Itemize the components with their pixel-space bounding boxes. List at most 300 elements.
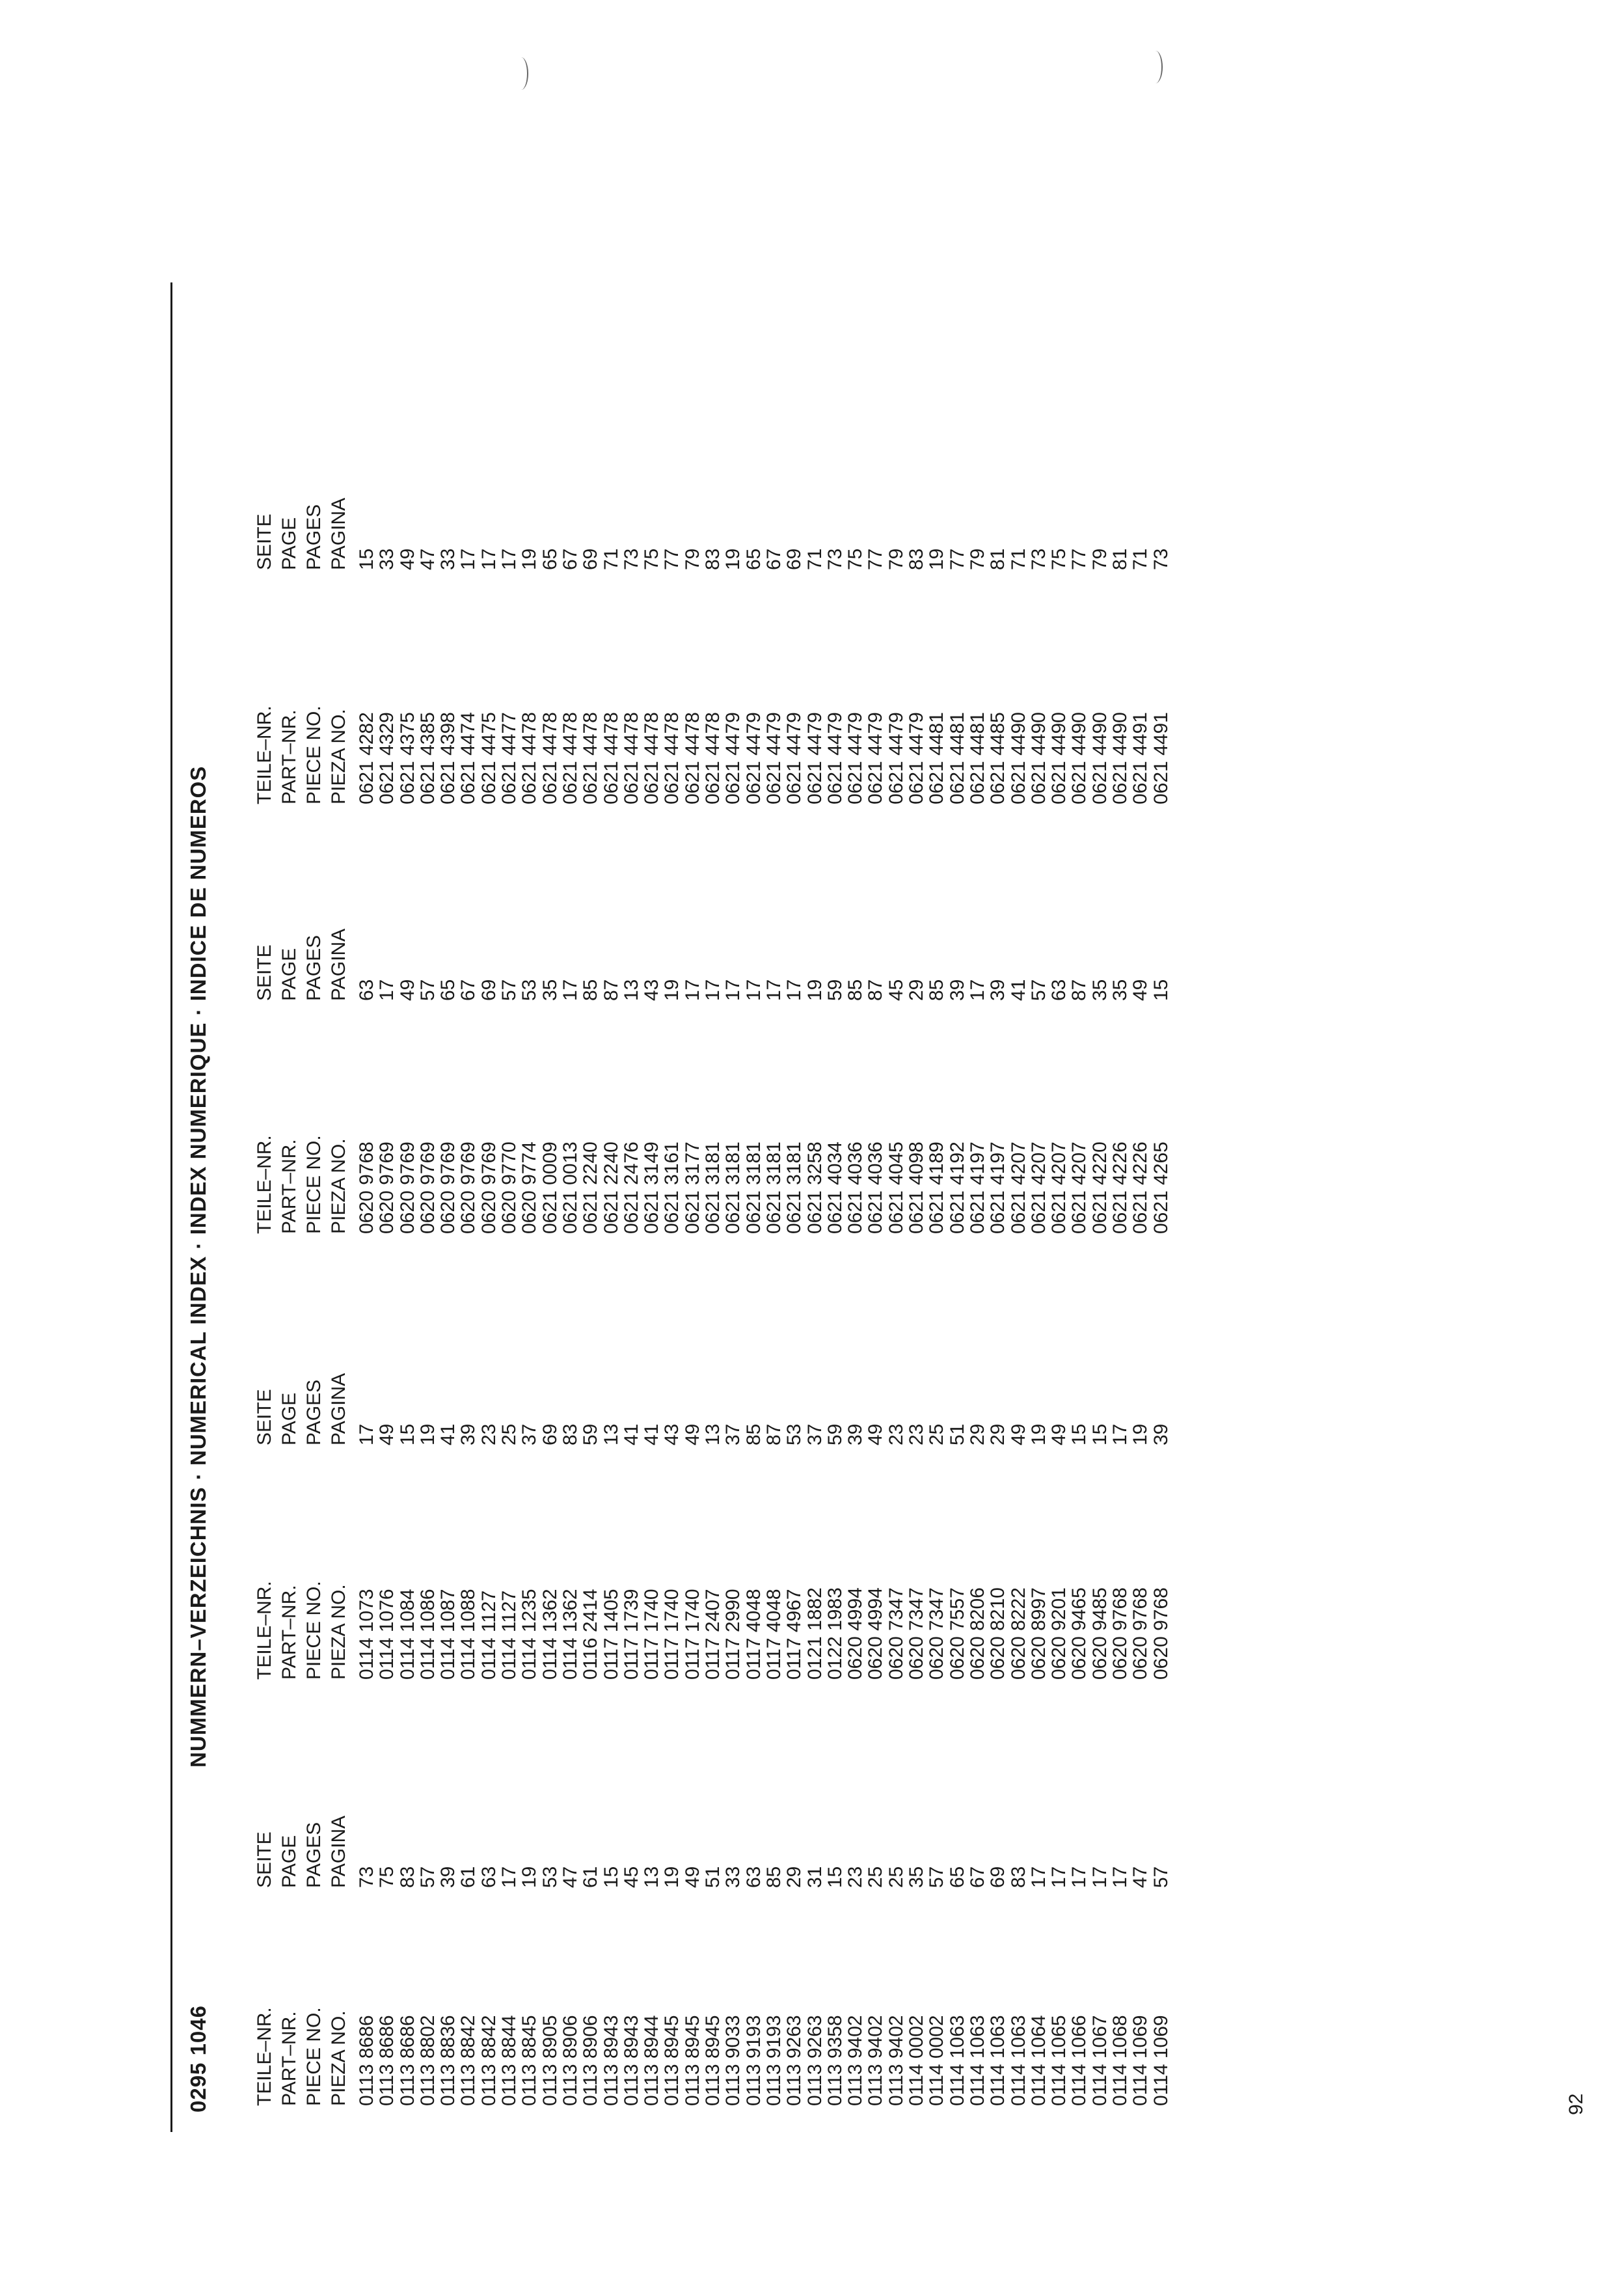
page-number-cell: 71 <box>1007 548 1029 570</box>
part-number-cell: 0114 1127 <box>478 1590 500 1680</box>
page-number-cell: 39 <box>987 979 1009 1001</box>
page-number-cell: 79 <box>885 548 907 570</box>
page-number-cell: 57 <box>416 979 439 1001</box>
part-number-cell: 0113 9402 <box>865 2015 887 2106</box>
part-number-cell: 0113 8906 <box>580 2015 602 2106</box>
part-number-cell: 0621 4490 <box>1007 712 1029 804</box>
page-number-cell: 13 <box>600 1423 622 1445</box>
page-number-cell: 17 <box>559 979 581 1001</box>
column-rows <box>357 498 1171 570</box>
part-number-cell: 0621 4034 <box>824 1142 846 1234</box>
page-number-cell: 45 <box>620 1866 642 1888</box>
part-number-column <box>252 2007 1171 2106</box>
part-number-cell: 0621 4207 <box>1048 1142 1070 1234</box>
part-number-cell: 0621 4478 <box>702 712 724 804</box>
part-number-cell: 0620 8997 <box>1027 1587 1049 1680</box>
part-number-cell: 0621 4478 <box>661 712 683 804</box>
page-number-cell: 15 <box>1068 1423 1090 1445</box>
part-number-cell: 0621 4226 <box>1109 1142 1131 1234</box>
page-number-cell: 43 <box>641 979 663 1001</box>
page-number-cell: 23 <box>906 1423 928 1445</box>
part-number-cell: 0621 4477 <box>498 712 521 804</box>
part-number-cell: 0620 8206 <box>966 1587 988 1680</box>
part-number-cell: 0113 8944 <box>641 2015 663 2106</box>
document-number: 0295 1046 <box>186 2005 210 2112</box>
part-number-cell: 0113 8686 <box>376 2015 398 2106</box>
page-number-cell: 57 <box>416 1866 439 1888</box>
page-number-cell: 85 <box>742 1423 765 1445</box>
part-number-cell: 0621 3181 <box>783 1142 805 1234</box>
part-number-cell: 0621 4479 <box>763 712 785 804</box>
part-number-cell: 0621 4478 <box>681 712 703 804</box>
part-number-cell: 0113 8943 <box>600 2015 622 2106</box>
part-number-cell: 0114 1063 <box>946 2015 968 2106</box>
page-number-cell: 47 <box>559 1866 581 1888</box>
part-number-cell: 0621 4475 <box>478 712 500 804</box>
part-number-cell: 0620 7347 <box>906 1587 928 1680</box>
part-number-cell: 0117 1740 <box>641 1589 663 1680</box>
page-number-cell: 19 <box>804 979 826 1001</box>
part-number-cell: 0621 3181 <box>702 1142 724 1234</box>
part-number-cell: 0114 1063 <box>987 2015 1009 2106</box>
page-number-cell: 17 <box>478 548 500 570</box>
page-number-cell: 13 <box>620 979 642 1001</box>
page-number-cell: 19 <box>416 1423 439 1445</box>
page-number-cell: 57 <box>926 1866 948 1888</box>
part-number-cell: 0620 8210 <box>987 1587 1009 1680</box>
page-number-cell: 25 <box>865 1866 887 1888</box>
part-number-cell: 0114 1069 <box>1130 2015 1152 2106</box>
part-number-cell: 0621 4207 <box>1027 1142 1049 1234</box>
part-number-cell: 0621 4481 <box>926 712 948 804</box>
part-number-cell: 0114 1084 <box>396 1589 418 1680</box>
page-number-cell: 23 <box>478 1423 500 1445</box>
page-number-column <box>252 498 1171 570</box>
page-number-cell: 59 <box>824 979 846 1001</box>
part-number-cell: 0621 4207 <box>1068 1142 1090 1234</box>
part-number-cell: 0117 4967 <box>783 1589 805 1680</box>
part-number-cell: 0621 4490 <box>1068 712 1090 804</box>
part-number-cell: 0621 4481 <box>966 712 988 804</box>
column-header: TEILE–NR. PART–NR. PIECE NO. PIEZA NO. <box>254 1135 349 1234</box>
part-number-cell: 0621 4479 <box>722 712 744 804</box>
part-number-cell: 0116 2414 <box>580 1589 602 1680</box>
part-number-cell: 0113 8945 <box>702 2015 724 2106</box>
part-number-cell: 0117 2990 <box>722 1589 744 1680</box>
part-number-cell: 0621 3181 <box>742 1142 765 1234</box>
page-number-cell: 17 <box>742 979 765 1001</box>
page-number-cell: 69 <box>478 979 500 1001</box>
part-number-cell: 0113 8845 <box>519 2015 541 2106</box>
part-number-cell: 0621 3177 <box>681 1142 703 1234</box>
page-number-cell: 53 <box>783 1423 805 1445</box>
page-number-cell: 17 <box>498 1866 521 1888</box>
page-number-cell: 53 <box>539 1866 561 1888</box>
part-number-cell: 0620 9768 <box>1150 1587 1172 1680</box>
column-header: SEITE PAGE PAGES PAGINA <box>254 1815 349 1888</box>
page-number-cell: 15 <box>396 1423 418 1445</box>
page-number-cell: 17 <box>1109 1866 1131 1888</box>
page-number-cell: 35 <box>1109 979 1131 1001</box>
page-number-cell: 51 <box>702 1866 724 1888</box>
part-number-cell: 0621 0013 <box>559 1142 581 1234</box>
page-number-cell: 77 <box>946 548 968 570</box>
page-number-cell: 17 <box>966 979 988 1001</box>
column-header: SEITE PAGE PAGES PAGINA <box>254 928 349 1001</box>
page-number-cell: 87 <box>865 979 887 1001</box>
part-number-cell: 0113 8905 <box>539 2015 561 2106</box>
part-number-cell: 0114 1069 <box>1150 2015 1172 2106</box>
part-number-cell: 0620 8222 <box>1007 1587 1029 1680</box>
part-number-cell: 0117 1739 <box>620 1589 642 1680</box>
part-number-cell: 0621 4220 <box>1089 1142 1111 1234</box>
page-number-cell: 87 <box>600 979 622 1001</box>
page-number-cell: 41 <box>620 1423 642 1445</box>
page-number-cell: 57 <box>1150 1866 1172 1888</box>
part-number-cell: 0621 4192 <box>946 1142 968 1234</box>
part-number-cell: 0621 3161 <box>661 1142 683 1234</box>
page-number-cell: 67 <box>559 548 581 570</box>
part-number-cell: 0114 1073 <box>356 1589 377 1680</box>
page-number-cell: 69 <box>783 548 805 570</box>
page-number-cell: 81 <box>1109 548 1131 570</box>
page-number-cell: 17 <box>498 548 521 570</box>
page-number-cell: 67 <box>763 548 785 570</box>
part-number-cell: 0113 9263 <box>804 2015 826 2106</box>
part-number-cell: 0113 8842 <box>457 2015 480 2106</box>
page-number-cell: 79 <box>1089 548 1111 570</box>
page-number-cell: 35 <box>539 979 561 1001</box>
page-title: NUMMERN–VERZEICHNIS · NUMERICAL INDEX · INDEX NUMERIQUE · INDICE DE NUMEROS <box>186 765 210 1768</box>
page-number-cell: 65 <box>946 1866 968 1888</box>
page-number-cell: 83 <box>1007 1866 1029 1888</box>
page-number-cell: 17 <box>702 979 724 1001</box>
part-number-cell: 0621 4479 <box>742 712 765 804</box>
part-number-cell: 0621 4207 <box>1007 1142 1029 1234</box>
page-number-cell: 49 <box>1007 1423 1029 1445</box>
part-number-cell: 0621 0009 <box>539 1142 561 1234</box>
page-number-cell: 51 <box>946 1423 968 1445</box>
page-number-cell: 39 <box>437 1866 459 1888</box>
page-number-cell: 13 <box>702 1423 724 1445</box>
page-number-cell: 17 <box>783 979 805 1001</box>
page-number-cell: 85 <box>845 979 867 1001</box>
page-number-cell: 31 <box>804 1866 826 1888</box>
column-header: TEILE–NR. PART–NR. PIECE NO. PIEZA NO. <box>254 1581 349 1680</box>
page-number-cell: 33 <box>376 548 398 570</box>
column-rows <box>357 1816 1171 1888</box>
page-number-cell: 53 <box>519 979 541 1001</box>
part-number-cell: 0114 0002 <box>906 2015 928 2106</box>
page-number-cell: 29 <box>783 1866 805 1888</box>
page-number-cell: 87 <box>763 1423 785 1445</box>
page-number-cell: 29 <box>987 1423 1009 1445</box>
part-number-cell: 0621 4045 <box>885 1142 907 1234</box>
part-number-cell: 0117 1405 <box>600 1589 622 1680</box>
page-number-column <box>252 1816 1171 1888</box>
part-number-cell: 0113 9358 <box>824 2015 846 2106</box>
part-number-cell: 0114 0002 <box>926 2015 948 2106</box>
part-number-cell: 0113 8844 <box>498 2015 521 2106</box>
page-number-column <box>252 929 1171 1001</box>
part-number-cell: 0113 9402 <box>885 2015 907 2106</box>
part-number-cell: 0620 7557 <box>946 1587 968 1680</box>
part-number-cell: 0621 4385 <box>416 712 439 804</box>
page-number-cell: 35 <box>1089 979 1111 1001</box>
page-number-cell: 41 <box>1007 979 1029 1001</box>
part-number-cell: 0621 4478 <box>580 712 602 804</box>
page-number-cell: 85 <box>926 979 948 1001</box>
column-header: SEITE PAGE PAGES PAGINA <box>254 497 349 570</box>
part-number-cell: 0114 1066 <box>1068 2015 1090 2106</box>
part-number-cell: 0113 8945 <box>661 2015 683 2106</box>
page-number-cell: 29 <box>906 979 928 1001</box>
part-number-cell: 0113 8943 <box>620 2015 642 2106</box>
page-number-cell: 19 <box>519 548 541 570</box>
page-number-cell: 49 <box>865 1423 887 1445</box>
page-number-cell: 19 <box>1130 1423 1152 1445</box>
page-number-cell: 15 <box>1150 979 1172 1001</box>
part-number-cell: 0621 4479 <box>906 712 928 804</box>
page-number-cell: 17 <box>1027 1866 1049 1888</box>
page-number-cell: 17 <box>1089 1866 1111 1888</box>
page-number-cell: 37 <box>519 1423 541 1445</box>
page-number-cell: 37 <box>722 1423 744 1445</box>
page-number-cell: 69 <box>987 1866 1009 1888</box>
part-number-cell: 0114 1362 <box>539 1589 561 1680</box>
page-number-cell: 49 <box>376 1423 398 1445</box>
page-number-cell: 17 <box>457 548 480 570</box>
page-number-cell: 23 <box>845 1866 867 1888</box>
part-number-cell: 0113 9033 <box>722 2015 744 2106</box>
part-number-cell: 0620 4994 <box>845 1587 867 1680</box>
part-number-cell: 0621 4490 <box>1109 712 1131 804</box>
part-number-cell: 0113 9193 <box>763 2015 785 2106</box>
page-number-cell: 71 <box>804 548 826 570</box>
page-number-cell: 65 <box>437 979 459 1001</box>
part-number-cell: 0621 4197 <box>987 1142 1009 1234</box>
part-number-cell: 0621 4098 <box>906 1142 928 1234</box>
part-number-cell: 0621 4479 <box>845 712 867 804</box>
page-number-cell: 41 <box>437 1423 459 1445</box>
part-number-cell: 0620 9201 <box>1048 1587 1070 1680</box>
index-page <box>161 282 1567 2132</box>
page-number-cell: 57 <box>498 979 521 1001</box>
page-number-cell: 77 <box>865 548 887 570</box>
part-number-cell: 0621 4479 <box>783 712 805 804</box>
part-number-cell: 0114 1067 <box>1089 2015 1111 2106</box>
part-number-cell: 0621 4474 <box>457 712 480 804</box>
part-number-cell: 0621 3149 <box>641 1142 663 1234</box>
page-number-cell: 63 <box>478 1866 500 1888</box>
part-number-cell: 0621 4036 <box>845 1142 867 1234</box>
page-number-cell: 17 <box>681 979 703 1001</box>
page-number-cell: 75 <box>641 548 663 570</box>
page-number-cell: 79 <box>681 548 703 570</box>
page-number-cell: 19 <box>519 1866 541 1888</box>
part-number-cell: 0621 4478 <box>519 712 541 804</box>
part-number-cell: 0117 1740 <box>661 1589 683 1680</box>
page-number-cell: 49 <box>1130 979 1152 1001</box>
page-number-cell: 25 <box>498 1423 521 1445</box>
column-rows <box>357 1373 1171 1445</box>
part-number-cell: 0620 7347 <box>926 1587 948 1680</box>
part-number-cell: 0620 9769 <box>376 1142 398 1234</box>
page-number-cell: 57 <box>1027 979 1049 1001</box>
part-number-cell: 0620 9768 <box>356 1142 377 1234</box>
page-number-cell: 85 <box>763 1866 785 1888</box>
page-number-cell: 41 <box>641 1423 663 1445</box>
part-number-column <box>252 1581 1171 1680</box>
page-number-cell: 17 <box>722 979 744 1001</box>
column-rows <box>357 2007 1171 2106</box>
page-number-cell: 49 <box>1048 1423 1070 1445</box>
part-number-cell: 0620 7347 <box>885 1587 907 1680</box>
page-number-cell: 19 <box>661 979 683 1001</box>
part-number-cell: 0620 9770 <box>498 1142 521 1234</box>
page-number-cell: 63 <box>1048 979 1070 1001</box>
page-number-cell: 75 <box>376 1866 398 1888</box>
scan-mark <box>514 57 528 90</box>
part-number-cell: 0114 1063 <box>966 2015 988 2106</box>
part-number-cell: 0620 9769 <box>437 1142 459 1234</box>
part-number-cell: 0621 4189 <box>926 1142 948 1234</box>
part-number-cell: 0114 1076 <box>376 1589 398 1680</box>
part-number-cell: 0621 4479 <box>824 712 846 804</box>
page-number-cell: 83 <box>559 1423 581 1445</box>
part-number-cell: 0113 8906 <box>559 2015 581 2106</box>
part-number-cell: 0113 8802 <box>416 2015 439 2106</box>
column-rows <box>357 705 1171 804</box>
part-number-cell: 0621 4490 <box>1048 712 1070 804</box>
part-number-cell: 0117 4048 <box>742 1589 765 1680</box>
part-number-column <box>252 705 1171 804</box>
part-number-cell: 0621 2240 <box>600 1142 622 1234</box>
page-number-cell: 13 <box>641 1866 663 1888</box>
page-number: 92 <box>1565 2093 1587 2115</box>
page-number-cell: 45 <box>885 979 907 1001</box>
page-number-cell: 39 <box>845 1423 867 1445</box>
part-number-cell: 0114 1064 <box>1027 2015 1049 2106</box>
page-number-cell: 67 <box>966 1866 988 1888</box>
page-number-cell: 29 <box>966 1423 988 1445</box>
page-number-cell: 15 <box>600 1866 622 1888</box>
page-number-cell: 77 <box>661 548 683 570</box>
page-number-cell: 49 <box>681 1423 703 1445</box>
page-number-column <box>252 1373 1171 1445</box>
page-number-cell: 37 <box>804 1423 826 1445</box>
page-number-cell: 49 <box>396 548 418 570</box>
column-header: SEITE PAGE PAGES PAGINA <box>254 1373 349 1445</box>
part-number-cell: 0113 8686 <box>396 2015 418 2106</box>
part-number-cell: 0621 4478 <box>539 712 561 804</box>
part-number-cell: 0114 1362 <box>559 1589 581 1680</box>
part-number-cell: 0621 4479 <box>804 712 826 804</box>
page-number-cell: 39 <box>1150 1423 1172 1445</box>
column-rows <box>357 929 1171 1001</box>
page-number-cell: 49 <box>396 979 418 1001</box>
part-number-cell: 0122 1983 <box>824 1587 846 1680</box>
part-number-cell: 0620 9769 <box>396 1142 418 1234</box>
part-number-cell: 0621 4282 <box>356 712 377 804</box>
column-rows <box>357 1135 1171 1234</box>
part-number-cell: 0621 4490 <box>1027 712 1049 804</box>
part-number-cell: 0113 9263 <box>783 2015 805 2106</box>
part-number-cell: 0113 9402 <box>845 2015 867 2106</box>
part-number-cell: 0114 1065 <box>1048 2015 1070 2106</box>
part-number-cell: 0621 4478 <box>620 712 642 804</box>
part-number-cell: 0620 9774 <box>519 1142 541 1234</box>
part-number-cell: 0621 4478 <box>559 712 581 804</box>
page-number-cell: 19 <box>661 1866 683 1888</box>
part-number-cell: 0621 4490 <box>1089 712 1111 804</box>
part-number-cell: 0113 8945 <box>681 2015 703 2106</box>
part-number-cell: 0621 4485 <box>987 712 1009 804</box>
page-number-cell: 75 <box>845 548 867 570</box>
page-number-cell: 25 <box>885 1866 907 1888</box>
part-number-cell: 0621 4036 <box>865 1142 887 1234</box>
page-number-cell: 79 <box>966 548 988 570</box>
part-number-cell: 0621 3258 <box>804 1142 826 1234</box>
part-number-cell: 0113 8842 <box>478 2015 500 2106</box>
page-number-cell: 73 <box>1027 548 1049 570</box>
page-number-cell: 25 <box>926 1423 948 1445</box>
page-number-cell: 69 <box>580 548 602 570</box>
part-number-cell: 0114 1127 <box>498 1590 521 1680</box>
part-number-cell: 0621 4481 <box>946 712 968 804</box>
part-number-cell: 0620 9465 <box>1068 1587 1090 1680</box>
part-number-cell: 0620 9769 <box>457 1142 480 1234</box>
part-number-cell: 0621 4491 <box>1130 712 1152 804</box>
part-number-cell: 0621 4226 <box>1130 1142 1152 1234</box>
page-number-cell: 19 <box>1027 1423 1049 1445</box>
page-number-cell: 33 <box>437 548 459 570</box>
part-number-cell: 0621 4478 <box>641 712 663 804</box>
page-number-cell: 87 <box>1068 979 1090 1001</box>
part-number-cell: 0620 9485 <box>1089 1587 1111 1680</box>
page-number-cell: 35 <box>906 1866 928 1888</box>
part-number-cell: 0117 2407 <box>702 1589 724 1680</box>
part-number-cell: 0621 4398 <box>437 712 459 804</box>
page-number-cell: 71 <box>1130 548 1152 570</box>
page-number-cell: 61 <box>457 1866 480 1888</box>
page-number-cell: 39 <box>457 1423 480 1445</box>
page-number-cell: 73 <box>620 548 642 570</box>
scan-mark <box>1148 51 1163 83</box>
part-number-cell: 0620 4994 <box>865 1587 887 1680</box>
part-number-cell: 0113 9193 <box>742 2015 765 2106</box>
page-number-cell: 63 <box>742 1866 765 1888</box>
page-number-cell: 59 <box>580 1423 602 1445</box>
part-number-cell: 0621 2240 <box>580 1142 602 1234</box>
part-number-cell: 0620 9768 <box>1109 1587 1131 1680</box>
part-number-cell: 0117 4048 <box>763 1589 785 1680</box>
page-number-cell: 49 <box>681 1866 703 1888</box>
page-number-cell: 19 <box>722 548 744 570</box>
page-number-cell: 15 <box>356 548 377 570</box>
part-number-cell: 0114 1235 <box>519 1589 541 1680</box>
part-number-cell: 0621 4491 <box>1150 712 1172 804</box>
page-number-cell: 43 <box>661 1423 683 1445</box>
page-number-cell: 65 <box>742 548 765 570</box>
page-number-cell: 75 <box>1048 548 1070 570</box>
page-number-cell: 47 <box>1130 1866 1152 1888</box>
part-number-cell: 0621 4197 <box>966 1142 988 1234</box>
page-number-cell: 83 <box>906 548 928 570</box>
part-number-cell: 0113 8836 <box>437 2015 459 2106</box>
page-number-cell: 15 <box>824 1866 846 1888</box>
page-number-cell: 15 <box>1089 1423 1111 1445</box>
